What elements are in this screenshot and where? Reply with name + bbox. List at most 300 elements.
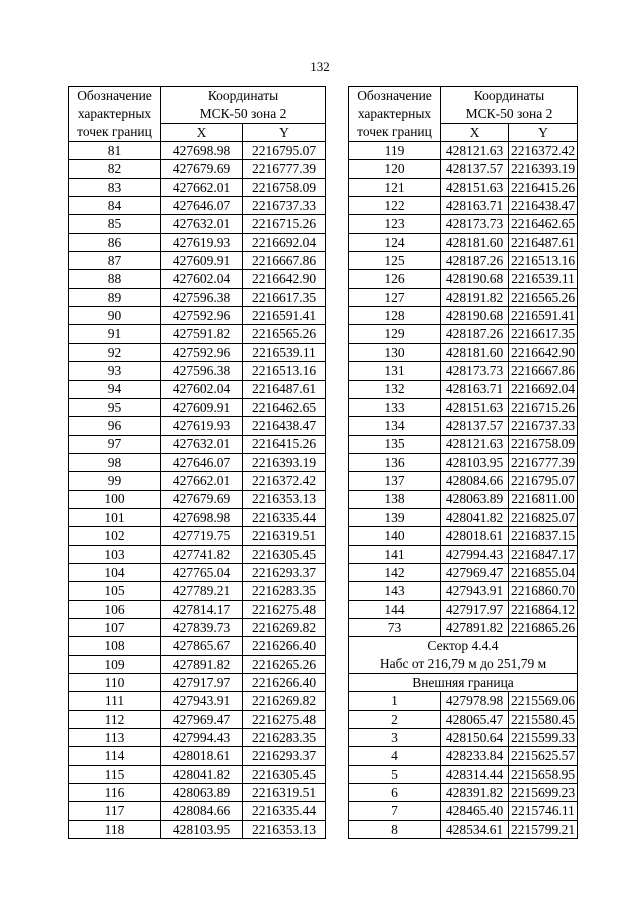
x-coordinate: 428018.61: [441, 527, 509, 545]
table-row: [69, 674, 326, 692]
x-header: X: [161, 123, 243, 141]
point-number: 116: [69, 784, 161, 802]
x-coordinate: 427839.73: [161, 618, 243, 636]
point-number: 96: [69, 417, 161, 435]
point-number: 130: [349, 343, 441, 361]
x-coordinate: 427646.07: [161, 453, 243, 471]
y-coordinate: 2216393.19: [243, 453, 326, 471]
table-row: [69, 435, 326, 453]
point-number: 91: [69, 325, 161, 343]
x-coordinate: 427619.93: [161, 233, 243, 251]
y-coordinate: 2216353.13: [243, 820, 326, 838]
point-number: 73: [349, 618, 441, 636]
x-coordinate: 427698.98: [161, 142, 243, 160]
x-coordinate: 427632.01: [161, 435, 243, 453]
x-coordinate: 427789.21: [161, 582, 243, 600]
coordinate-system-header: МСК-50 зона 2: [161, 105, 326, 123]
y-coordinate: 2216737.33: [243, 197, 326, 215]
x-coordinate: 428103.95: [161, 820, 243, 838]
x-coordinate: 427662.01: [161, 472, 243, 490]
table-row: [349, 508, 578, 526]
table-row: [69, 508, 326, 526]
table-row: [69, 710, 326, 728]
y-coordinate: 2216266.40: [243, 674, 326, 692]
x-coordinate: 427662.01: [161, 178, 243, 196]
point-number: 134: [349, 417, 441, 435]
x-coordinate: 428190.68: [441, 270, 509, 288]
x-coordinate: 427698.98: [161, 508, 243, 526]
table-row: [349, 784, 578, 802]
y-coordinate: 2216487.61: [243, 380, 326, 398]
x-coordinate: 428121.63: [441, 435, 509, 453]
point-number: 127: [349, 288, 441, 306]
x-coordinate: 428065.47: [441, 710, 509, 728]
x-coordinate: 428173.73: [441, 215, 509, 233]
point-number: 103: [69, 545, 161, 563]
y-coordinate: 2216715.26: [243, 215, 326, 233]
point-number: 124: [349, 233, 441, 251]
point-number: 93: [69, 362, 161, 380]
point-number: 123: [349, 215, 441, 233]
table-row: [349, 582, 578, 600]
y-coordinate: 2216811.00: [509, 490, 578, 508]
x-coordinate: 428151.63: [441, 398, 509, 416]
point-number: 142: [349, 563, 441, 581]
table-row: [69, 563, 326, 581]
coordinates-table-right: [348, 86, 578, 839]
coordinates-header: Координаты: [161, 87, 326, 105]
y-coordinate: 2216692.04: [509, 380, 578, 398]
table-row: [349, 252, 578, 270]
point-number: 6: [349, 784, 441, 802]
x-coordinate: 427719.75: [161, 527, 243, 545]
point-number: 122: [349, 197, 441, 215]
x-coordinate: 427943.91: [441, 582, 509, 600]
x-coordinate: 427969.47: [441, 563, 509, 581]
point-number: 120: [349, 160, 441, 178]
x-coordinate: 428465.40: [441, 802, 509, 820]
point-number: 106: [69, 600, 161, 618]
x-coordinate: 427592.96: [161, 307, 243, 325]
y-coordinate: 2216269.82: [243, 618, 326, 636]
table-row: [69, 765, 326, 783]
point-number: 136: [349, 453, 441, 471]
x-coordinate: 427917.97: [441, 600, 509, 618]
x-coordinate: 427602.04: [161, 270, 243, 288]
point-number: 99: [69, 472, 161, 490]
point-number: 111: [69, 692, 161, 710]
y-coordinate: 2216269.82: [243, 692, 326, 710]
table-row: [69, 692, 326, 710]
point-number: 4: [349, 747, 441, 765]
x-coordinate: 427765.04: [161, 563, 243, 581]
table-row: [349, 600, 578, 618]
table-row: [69, 655, 326, 673]
table-row: [349, 692, 578, 710]
table-row: [69, 729, 326, 747]
table-row: [69, 233, 326, 251]
y-coordinate: 2216539.11: [243, 343, 326, 361]
x-coordinate: 427602.04: [161, 380, 243, 398]
page-number: 132: [310, 59, 330, 74]
x-coordinate: 427978.98: [441, 692, 509, 710]
table-row: [349, 490, 578, 508]
y-coordinate: 2216293.37: [243, 747, 326, 765]
point-number: 82: [69, 160, 161, 178]
y-coordinate: 2216283.35: [243, 729, 326, 747]
table-row: [349, 527, 578, 545]
point-number: 90: [69, 307, 161, 325]
table-row: [69, 307, 326, 325]
point-number: 81: [69, 142, 161, 160]
y-coordinate: 2216335.44: [243, 508, 326, 526]
y-coordinate: 2216462.65: [243, 398, 326, 416]
point-number: 98: [69, 453, 161, 471]
y-coordinate: 2216353.13: [243, 490, 326, 508]
y-coordinate: 2216305.45: [243, 765, 326, 783]
table-row: [69, 343, 326, 361]
y-coordinate: 2216737.33: [509, 417, 578, 435]
y-coordinate: 2216283.35: [243, 582, 326, 600]
table-row: [69, 380, 326, 398]
x-coordinate: 427891.82: [441, 618, 509, 636]
x-coordinate: 427994.43: [441, 545, 509, 563]
y-coordinate: 2216319.51: [243, 527, 326, 545]
sector-section: [349, 637, 578, 692]
table-row: [349, 545, 578, 563]
y-coordinate: 2216513.16: [509, 252, 578, 270]
point-number: 1: [349, 692, 441, 710]
table-row: [349, 398, 578, 416]
point-number: 87: [69, 252, 161, 270]
x-coordinate: 427891.82: [161, 655, 243, 673]
table-row: [349, 563, 578, 581]
y-coordinate: 2216795.07: [243, 142, 326, 160]
x-coordinate: 427632.01: [161, 215, 243, 233]
table-row: [69, 362, 326, 380]
x-coordinate: 428084.66: [441, 472, 509, 490]
y-coordinate: 2216372.42: [509, 142, 578, 160]
point-number: 2: [349, 710, 441, 728]
y-coordinate: 2216667.86: [243, 252, 326, 270]
table-row: [349, 802, 578, 820]
x-coordinate: 427592.96: [161, 343, 243, 361]
table-row: [69, 288, 326, 306]
y-coordinate: 2216642.90: [243, 270, 326, 288]
table-row: [69, 600, 326, 618]
y-coordinate: 2216513.16: [243, 362, 326, 380]
table-row: [69, 637, 326, 655]
table-row: [349, 380, 578, 398]
x-coordinate: 428187.26: [441, 252, 509, 270]
y-coordinate: 2216847.17: [509, 545, 578, 563]
table-row: [69, 527, 326, 545]
y-coordinate: 2216293.37: [243, 563, 326, 581]
point-number: 109: [69, 655, 161, 673]
table-row: [349, 233, 578, 251]
point-number: 8: [349, 820, 441, 838]
point-designation-header: Обозначение характерных точек границ: [69, 87, 161, 142]
point-number: 112: [69, 710, 161, 728]
point-number: 5: [349, 765, 441, 783]
y-coordinate: 2216415.26: [509, 178, 578, 196]
point-number: 129: [349, 325, 441, 343]
y-coordinate: 2216266.40: [243, 637, 326, 655]
point-designation-header: Обозначение характерных точек границ: [349, 87, 441, 142]
x-coordinate: 428151.63: [441, 178, 509, 196]
x-coordinate: 427865.67: [161, 637, 243, 655]
x-coordinate: 428187.26: [441, 325, 509, 343]
y-coordinate: 2216795.07: [509, 472, 578, 490]
point-number: 114: [69, 747, 161, 765]
x-coordinate: 428137.57: [441, 160, 509, 178]
table-row: [349, 472, 578, 490]
table-row: [349, 618, 578, 636]
right-table-body: [349, 142, 578, 637]
x-coordinate: 427646.07: [161, 197, 243, 215]
table-row: [349, 343, 578, 361]
point-number: 138: [349, 490, 441, 508]
y-coordinate: 2216864.12: [509, 600, 578, 618]
point-number: 95: [69, 398, 161, 416]
point-number: 88: [69, 270, 161, 288]
point-number: 121: [349, 178, 441, 196]
y-coordinate: 2216855.04: [509, 563, 578, 581]
x-coordinate: 427943.91: [161, 692, 243, 710]
point-number: 125: [349, 252, 441, 270]
y-header: Y: [509, 123, 578, 141]
table-row: [349, 710, 578, 728]
table-row: [69, 197, 326, 215]
point-number: 135: [349, 435, 441, 453]
y-coordinate: 2216825.07: [509, 508, 578, 526]
table-row: [69, 417, 326, 435]
x-header: X: [441, 123, 509, 141]
table-row: [349, 307, 578, 325]
y-coordinate: 2215625.57: [509, 747, 578, 765]
table-row: [69, 784, 326, 802]
point-number: 110: [69, 674, 161, 692]
x-coordinate: 428391.82: [441, 784, 509, 802]
table-row: [69, 325, 326, 343]
y-coordinate: 2215569.06: [509, 692, 578, 710]
table-row: [69, 178, 326, 196]
point-number: 128: [349, 307, 441, 325]
point-number: 83: [69, 178, 161, 196]
table-row: [349, 747, 578, 765]
x-coordinate: 427741.82: [161, 545, 243, 563]
sector-height-range: Набс от 216,79 м до 251,79 м: [349, 655, 578, 673]
table-row: [69, 747, 326, 765]
point-number: 117: [69, 802, 161, 820]
y-coordinate: 2216617.35: [243, 288, 326, 306]
y-coordinate: 2216617.35: [509, 325, 578, 343]
table-row: [69, 453, 326, 471]
point-number: 126: [349, 270, 441, 288]
x-coordinate: 428314.44: [441, 765, 509, 783]
x-coordinate: 428137.57: [441, 417, 509, 435]
x-coordinate: 427609.91: [161, 398, 243, 416]
table-row: [69, 820, 326, 838]
sector-table-body: [349, 692, 578, 839]
point-number: 139: [349, 508, 441, 526]
point-number: 115: [69, 765, 161, 783]
x-coordinate: 428534.61: [441, 820, 509, 838]
x-coordinate: 428121.63: [441, 142, 509, 160]
table-row: [349, 435, 578, 453]
point-number: 133: [349, 398, 441, 416]
point-number: 143: [349, 582, 441, 600]
point-number: 118: [69, 820, 161, 838]
y-coordinate: 2215699.23: [509, 784, 578, 802]
x-coordinate: 427609.91: [161, 252, 243, 270]
x-coordinate: 428163.71: [441, 197, 509, 215]
x-coordinate: 427679.69: [161, 160, 243, 178]
sector-boundary-label: Внешняя граница: [349, 674, 578, 692]
table-row: [69, 160, 326, 178]
table-row: [69, 398, 326, 416]
table-row: [349, 197, 578, 215]
y-coordinate: 2216372.42: [243, 472, 326, 490]
x-coordinate: 428063.89: [161, 784, 243, 802]
x-coordinate: 428233.84: [441, 747, 509, 765]
y-coordinate: 2216837.15: [509, 527, 578, 545]
x-coordinate: 428181.60: [441, 233, 509, 251]
point-number: 85: [69, 215, 161, 233]
point-number: 119: [349, 142, 441, 160]
y-coordinate: 2216305.45: [243, 545, 326, 563]
point-number: 137: [349, 472, 441, 490]
y-coordinate: 2216565.26: [509, 288, 578, 306]
x-coordinate: 427619.93: [161, 417, 243, 435]
x-coordinate: 427814.17: [161, 600, 243, 618]
point-number: 107: [69, 618, 161, 636]
table-row: [69, 215, 326, 233]
table-row: [69, 252, 326, 270]
x-coordinate: 428163.71: [441, 380, 509, 398]
x-coordinate: 428150.64: [441, 729, 509, 747]
point-number: 132: [349, 380, 441, 398]
x-coordinate: 427596.38: [161, 362, 243, 380]
point-number: 108: [69, 637, 161, 655]
y-coordinate: 2216565.26: [243, 325, 326, 343]
point-number: 102: [69, 527, 161, 545]
x-coordinate: 427969.47: [161, 710, 243, 728]
table-row: [69, 270, 326, 288]
x-coordinate: 428181.60: [441, 343, 509, 361]
table-row: [69, 802, 326, 820]
left-table-body: [69, 142, 326, 839]
x-coordinate: 427917.97: [161, 674, 243, 692]
y-coordinate: 2216438.47: [509, 197, 578, 215]
table-row: [349, 765, 578, 783]
table-row: [349, 453, 578, 471]
point-number: 7: [349, 802, 441, 820]
point-number: 92: [69, 343, 161, 361]
y-coordinate: 2216715.26: [509, 398, 578, 416]
point-number: 94: [69, 380, 161, 398]
table-row: [349, 270, 578, 288]
y-coordinate: 2216275.48: [243, 600, 326, 618]
x-coordinate: 428041.82: [441, 508, 509, 526]
table-row: [349, 362, 578, 380]
y-coordinate: 2216265.26: [243, 655, 326, 673]
table-row: [349, 215, 578, 233]
x-coordinate: 427994.43: [161, 729, 243, 747]
y-coordinate: 2215799.21: [509, 820, 578, 838]
table-row: [349, 288, 578, 306]
y-coordinate: 2216319.51: [243, 784, 326, 802]
point-number: 140: [349, 527, 441, 545]
x-coordinate: 428084.66: [161, 802, 243, 820]
table-row: [69, 545, 326, 563]
x-coordinate: 428190.68: [441, 307, 509, 325]
x-coordinate: 428041.82: [161, 765, 243, 783]
y-coordinate: 2216462.65: [509, 215, 578, 233]
y-coordinate: 2216758.09: [509, 435, 578, 453]
x-coordinate: 428103.95: [441, 453, 509, 471]
table-row: [69, 490, 326, 508]
point-number: 97: [69, 435, 161, 453]
y-coordinate: 2216692.04: [243, 233, 326, 251]
table-row: [349, 178, 578, 196]
point-number: 141: [349, 545, 441, 563]
y-coordinate: 2216667.86: [509, 362, 578, 380]
table-row: [349, 820, 578, 838]
y-coordinate: 2215599.33: [509, 729, 578, 747]
table-row: [349, 142, 578, 160]
y-coordinate: 2215580.45: [509, 710, 578, 728]
table-row: [349, 417, 578, 435]
y-coordinate: 2216487.61: [509, 233, 578, 251]
y-coordinate: 2216642.90: [509, 343, 578, 361]
table-row: [349, 160, 578, 178]
point-number: 100: [69, 490, 161, 508]
point-number: 113: [69, 729, 161, 747]
point-number: 3: [349, 729, 441, 747]
y-coordinate: 2216777.39: [243, 160, 326, 178]
y-coordinate: 2216860.70: [509, 582, 578, 600]
x-coordinate: 428018.61: [161, 747, 243, 765]
x-coordinate: 428173.73: [441, 362, 509, 380]
x-coordinate: 427596.38: [161, 288, 243, 306]
x-coordinate: 427679.69: [161, 490, 243, 508]
point-number: 105: [69, 582, 161, 600]
y-coordinate: 2216865.26: [509, 618, 578, 636]
x-coordinate: 427591.82: [161, 325, 243, 343]
y-coordinate: 2216393.19: [509, 160, 578, 178]
y-header: Y: [243, 123, 326, 141]
sector-title: Сектор 4.4.4: [349, 637, 578, 655]
table-row: [69, 142, 326, 160]
table-row: [349, 729, 578, 747]
y-coordinate: 2216415.26: [243, 435, 326, 453]
y-coordinate: 2216591.41: [509, 307, 578, 325]
coordinates-table-left: [68, 86, 326, 839]
point-number: 101: [69, 508, 161, 526]
y-coordinate: 2216275.48: [243, 710, 326, 728]
coordinate-system-header: МСК-50 зона 2: [441, 105, 578, 123]
point-number: 131: [349, 362, 441, 380]
point-number: 104: [69, 563, 161, 581]
y-coordinate: 2215658.95: [509, 765, 578, 783]
table-row: [349, 325, 578, 343]
coordinates-header: Координаты: [441, 87, 578, 105]
y-coordinate: 2216758.09: [243, 178, 326, 196]
point-number: 84: [69, 197, 161, 215]
point-number: 144: [349, 600, 441, 618]
y-coordinate: 2215746.11: [509, 802, 578, 820]
